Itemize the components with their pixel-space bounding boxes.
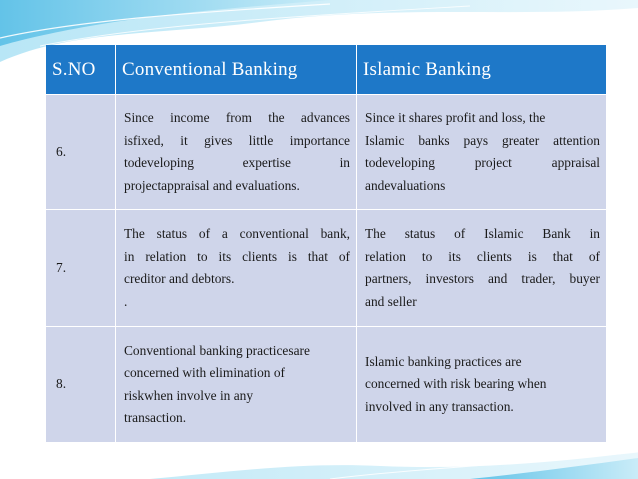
cell-line: Conventional banking practicesare <box>124 342 310 358</box>
header-sno: S.NO <box>46 45 116 95</box>
cell-line: transaction. <box>124 410 187 425</box>
cell-line: andevaluations <box>365 177 446 193</box>
cell-line: partners, investors and trader, buyer <box>365 271 600 286</box>
cell-line: Islamic banks pays greater attention <box>365 132 600 148</box>
cell-line: riskwhen involve in any <box>124 387 254 403</box>
row-number: 6. <box>46 95 116 210</box>
cell-line: in relation to its clients is that of <box>124 248 350 264</box>
table-row <box>46 210 606 327</box>
cell-line: creditor and debtors. <box>124 271 235 286</box>
conventional-cell <box>116 327 357 443</box>
cell-line: involved in any transaction. <box>365 398 514 414</box>
cell-line: Since it shares profit and loss, the <box>365 110 546 125</box>
islamic-cell <box>357 327 606 443</box>
table-row <box>46 327 606 443</box>
cell-line: and seller <box>365 293 417 309</box>
islamic-cell <box>357 95 606 210</box>
cell-line: todeveloping expertise in <box>124 155 350 170</box>
conventional-cell <box>116 95 357 210</box>
header-islamic-banking: Islamic Banking <box>357 45 606 95</box>
header-conventional-banking: Conventional Banking <box>116 45 357 95</box>
table-header-row <box>46 45 606 95</box>
cell-line: concerned with risk bearing when <box>365 376 547 392</box>
comparison-table <box>46 45 606 443</box>
islamic-cell <box>357 210 606 327</box>
cell-line: Since income from the advances <box>124 110 350 125</box>
cell-line: isfixed, it gives little importance <box>124 132 350 148</box>
cell-line: The status of a conventional bank, <box>124 226 350 241</box>
cell-line: relation to its clients is that of <box>365 248 600 264</box>
cell-line: concerned with elimination of <box>124 365 286 380</box>
cell-line: Islamic banking practices are <box>365 353 522 369</box>
conventional-cell <box>116 210 357 327</box>
cell-line: todeveloping project appraisal <box>365 155 600 170</box>
table-row <box>46 95 606 210</box>
cell-line: projectappraisal and evaluations. <box>124 177 300 193</box>
row-number: 7. <box>46 210 116 327</box>
cell-line: The status of Islamic Bank in <box>365 226 600 241</box>
row-number: 8. <box>46 327 116 443</box>
cell-line: . <box>124 293 128 309</box>
